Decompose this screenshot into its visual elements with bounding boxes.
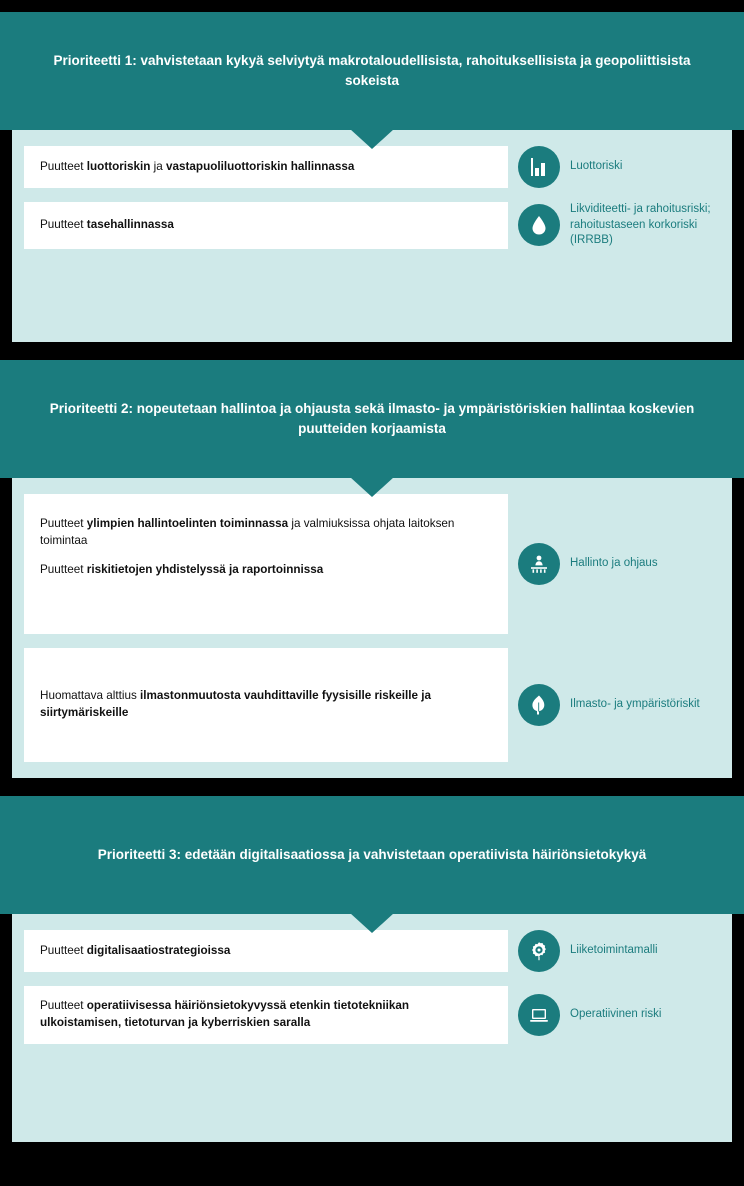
item-card-1-2: [24, 202, 508, 249]
item-card-1-1: [24, 146, 508, 188]
panel-1: [12, 130, 732, 342]
priority-title-2: Prioriteetti 2: nopeutetaan hallintoa ja ohjausta sekä ilmasto- ja ympäristöriskien hallintaa koskevien puutteiden korjaamista: [49, 401, 695, 436]
item-row-3-1: [24, 930, 720, 972]
priority-title-3: Prioriteetti 3: edetään digitalisaatiossa ja vahvistetaan operatiivista häiriönsietokykyä: [97, 847, 647, 863]
item-card-2-2: [24, 648, 508, 762]
item-tag-1-1: [508, 146, 720, 188]
priority-title-1: Prioriteetti 1: vahvistetaan kykyä selviytyä makrotaloudellisista, rahoituksellisista ja geopoliittisista sokeista: [53, 53, 691, 88]
gear-target-icon: [518, 930, 560, 972]
item-text-1-1: Puutteet luottoriskin ja vastapuoliluottoriskin hallinnassa: [40, 159, 355, 173]
panel-3: [12, 914, 732, 1142]
item-text-2-1b: Puutteet riskitietojen yhdistelyssä ja raportoinnissa: [40, 562, 324, 576]
section-gap-1: [0, 342, 744, 360]
tag-label-3-2: Operatiivinen riski: [570, 1008, 662, 1021]
item-tag-1-2: [508, 202, 720, 249]
top-spacer: [0, 0, 744, 12]
tag-label-2-1: Hallinto ja ohjaus: [570, 557, 658, 570]
laptop-icon: [518, 994, 560, 1036]
connector-arrow-3: [350, 913, 394, 933]
item-tag-3-1: [508, 930, 720, 972]
item-row-2-2: [24, 648, 720, 762]
connector-arrow-1: [350, 129, 394, 149]
item-tag-2-2: [508, 648, 720, 762]
item-text-2-2: Huomattava alttius ilmastonmuutosta vauhdittaville fyysisille riskeille ja siirtymäriskeille: [40, 688, 432, 719]
tag-label-3-1: Liiketoimintamalli: [570, 944, 658, 957]
item-text-1-2: Puutteet tasehallinnassa: [40, 217, 174, 231]
water-drop-icon: [518, 204, 560, 246]
panel-2: [12, 478, 732, 778]
section-gap-2: [0, 778, 744, 796]
item-tag-3-2: [508, 986, 720, 1044]
tag-label-2-2: Ilmasto- ja ympäristöriskit: [570, 698, 700, 711]
tag-label-1-2: Likviditeetti- ja rahoitusriski; rahoitustaseen korkoriski (IRRBB): [570, 203, 711, 247]
item-card-3-1: [24, 930, 508, 972]
bar-chart-icon: [518, 146, 560, 188]
connector-arrow-2: [350, 477, 394, 497]
item-text-3-2: Puutteet operatiivisessa häiriönsietokyvyssä etenkin tietotekniikan ulkoistamisen, tietoturvan ja kyberriskien saralla: [40, 999, 409, 1029]
priority-band-1: [0, 12, 744, 130]
item-text-3-1: Puutteet digitalisaatiostrategioissa: [40, 943, 231, 957]
item-row-2-1: [24, 494, 720, 634]
governance-people-icon: [518, 543, 560, 585]
leaf-drop-icon: [518, 684, 560, 726]
item-card-2-1: [24, 494, 508, 634]
item-card-3-2: [24, 986, 508, 1044]
priority-band-2: [0, 360, 744, 478]
item-row-1-2: [24, 202, 720, 249]
item-text-2-1a: Puutteet ylimpien hallintoelinten toiminnassa ja valmiuksissa ohjata laitoksen toimintaa: [40, 517, 455, 547]
item-tag-2-1: [508, 494, 720, 634]
item-row-1-1: [24, 146, 720, 188]
item-row-3-2: [24, 986, 720, 1044]
priority-band-3: [0, 796, 744, 914]
tag-label-1-1: Luottoriski: [570, 160, 623, 173]
